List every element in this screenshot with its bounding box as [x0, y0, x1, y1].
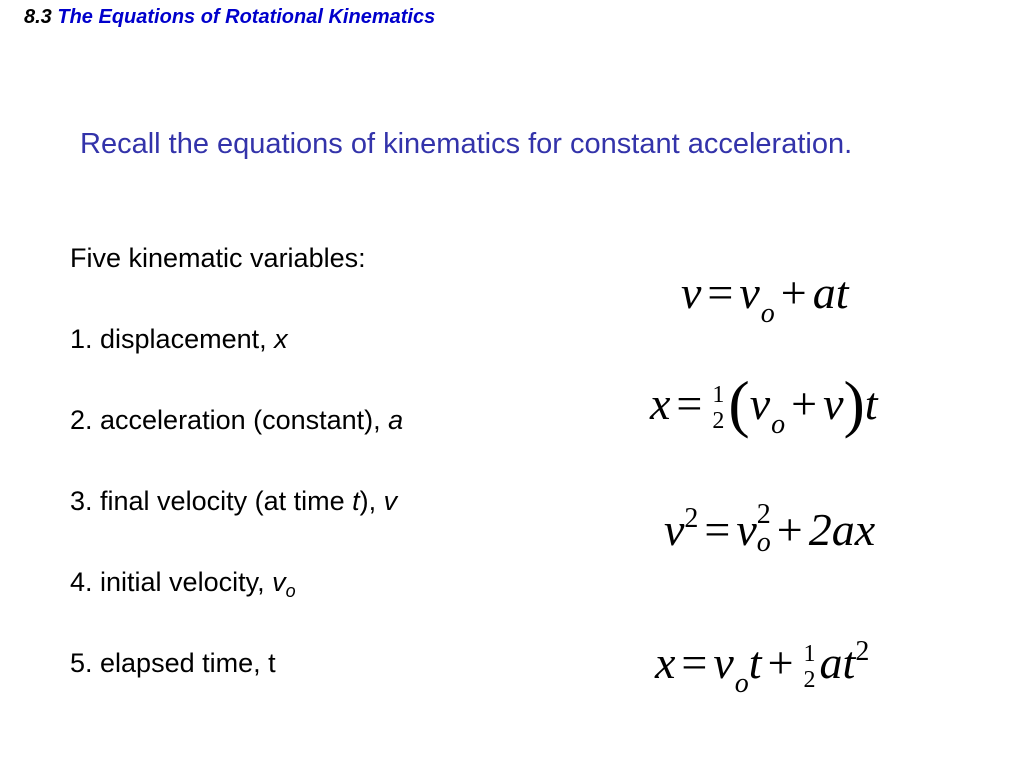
- variable-list-heading: Five kinematic variables:: [70, 243, 366, 273]
- eq-operator: +: [776, 504, 803, 555]
- fraction-denominator: 2: [803, 667, 816, 694]
- eq-superscript: 2: [684, 503, 699, 534]
- item-symbol: a: [388, 405, 404, 435]
- equation-1: [681, 267, 849, 329]
- eq-operator: =: [676, 378, 703, 429]
- eq-symbol: at: [812, 267, 849, 318]
- item-symbol: v: [272, 567, 286, 597]
- eq-operator: +: [767, 637, 794, 688]
- item-text: 3. final velocity (at time: [70, 486, 353, 516]
- list-item: [70, 643, 403, 683]
- item-symbol: v: [383, 486, 398, 516]
- variable-list: [70, 238, 403, 724]
- fraction-denominator: 2: [712, 408, 725, 435]
- eq-symbol: v: [739, 267, 760, 318]
- eq-operator: +: [791, 378, 818, 429]
- eq-subscript: o: [734, 668, 749, 699]
- eq-superscript: 2: [855, 636, 870, 667]
- eq-symbol: v: [823, 378, 844, 429]
- eq-symbol: x: [655, 637, 676, 688]
- eq-symbol: 2ax: [808, 504, 876, 555]
- equation-4: [655, 638, 869, 698]
- item-symbol: x: [274, 324, 288, 354]
- eq-operator: =: [707, 267, 734, 318]
- eq-operator: =: [681, 637, 708, 688]
- fraction-numerator: 1: [712, 382, 725, 409]
- item-text: 5. elapsed time, t: [70, 648, 276, 678]
- eq-operator: =: [704, 504, 731, 555]
- equation-2: [650, 368, 878, 440]
- item-mid-text: ),: [359, 486, 384, 516]
- slide-header: [24, 6, 435, 29]
- eq-symbol: at: [819, 637, 856, 688]
- eq-symbol: v: [749, 378, 771, 429]
- list-item: [70, 481, 403, 521]
- eq-supsub: [756, 499, 771, 563]
- eq-symbol: v: [713, 637, 734, 688]
- right-paren: ): [843, 368, 865, 439]
- item-subscript: o: [285, 581, 296, 601]
- eq-symbol: v: [736, 504, 757, 555]
- eq-subscript: o: [760, 298, 775, 329]
- item-text: 2. acceleration (constant),: [70, 405, 389, 435]
- fraction-numerator: 1: [803, 641, 816, 668]
- item-mid-symbol: t: [352, 486, 360, 516]
- section-number: 8.3: [24, 6, 52, 28]
- fraction: [712, 382, 724, 434]
- eq-symbol: x: [650, 378, 671, 429]
- eq-subscript: o: [756, 527, 771, 558]
- equation-3: [664, 499, 876, 563]
- eq-superscript: 2: [756, 499, 771, 530]
- item-text: 4. initial velocity,: [70, 567, 273, 597]
- list-item: [70, 562, 403, 602]
- list-item: [70, 319, 403, 359]
- eq-symbol: t: [748, 637, 762, 688]
- fraction: [804, 641, 816, 693]
- eq-subscript: o: [771, 409, 786, 440]
- eq-symbol: v: [681, 267, 702, 318]
- left-paren: (: [728, 368, 750, 439]
- subtitle: Recall the equations of kinematics for constant acceleration.: [80, 128, 853, 160]
- list-item: [70, 400, 403, 440]
- item-text: 1. displacement,: [70, 324, 275, 354]
- eq-symbol: t: [864, 378, 878, 429]
- eq-symbol: v: [664, 504, 685, 555]
- eq-operator: +: [780, 267, 807, 318]
- slide-title: The Equations of Rotational Kinematics: [57, 6, 436, 28]
